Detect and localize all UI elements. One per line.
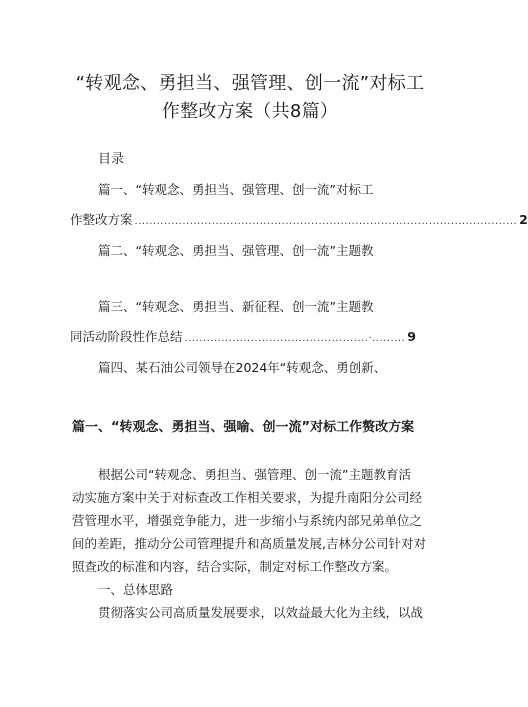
toc-entry-2-line1[interactable]: 篇二、“转观念、勇担当、强管理、创一流”主题教 <box>98 243 374 258</box>
toc-entry-3-line1[interactable]: 篇三、“转观念、勇担当、新征程、创一流”主题教 <box>98 299 374 314</box>
paragraph-line-1: 根据公司“转观念、勇担当、强管理、创一流”主题教育活 <box>98 467 411 482</box>
title-line-1: “转观念、勇担当、强管理、创一流”对标工 <box>75 73 425 94</box>
toc-entry-1-page: 2 <box>519 212 528 227</box>
toc-entry-1-row[interactable] <box>70 210 528 228</box>
document-title <box>60 70 440 126</box>
title-line-2: 作整改方案（共8篇） <box>161 101 339 122</box>
body-paragraph <box>72 463 432 624</box>
toc-heading: 目录 <box>98 152 125 167</box>
toc-entry-3-row[interactable] <box>70 327 416 345</box>
toc-entry-1-leader: ........................................................................................................ <box>134 216 518 227</box>
toc-entry-3-line2: 同活动阶段性作总结 <box>70 329 183 344</box>
toc-entry-3-page: 9 <box>407 329 416 344</box>
toc-entry-4-line1[interactable]: 篇四、某石油公司领导在2024年“转观念、勇创新、 <box>98 360 387 375</box>
paragraph-line-5: 照查改的标准和内容，结合实际，制定对标工作整改方案。 <box>72 559 398 574</box>
paragraph-line-last: 贯彻落实公司高质量发展要求，以效益最大化为主线，以战 <box>98 605 424 620</box>
toc-entry-3-leader: ..................................................·......... <box>184 333 406 344</box>
section-heading: 篇一、“转观念、勇担当、强喻、创一流”对标工作赘改方案 <box>72 420 415 435</box>
paragraph-line-4: 间的差距，推动分公司管理提升和高质量发展,吉林分公司针对对 <box>72 536 426 551</box>
subheading: 一、总体思路 <box>98 582 174 597</box>
paragraph-line-2: 动实施方案中关于对标查改工作相关要求，为提升南阳分公司经 <box>72 490 423 505</box>
paragraph-line-3: 营管理水平，增强竞争能力，进一步缩小与系统内部兄弟单位之 <box>72 513 423 528</box>
toc-entry-1-line1[interactable]: 篇一、“转观念、勇担当、强管理、创一流”对标工 <box>98 182 374 197</box>
toc-entry-1-line2: 作整改方案 <box>70 212 133 227</box>
